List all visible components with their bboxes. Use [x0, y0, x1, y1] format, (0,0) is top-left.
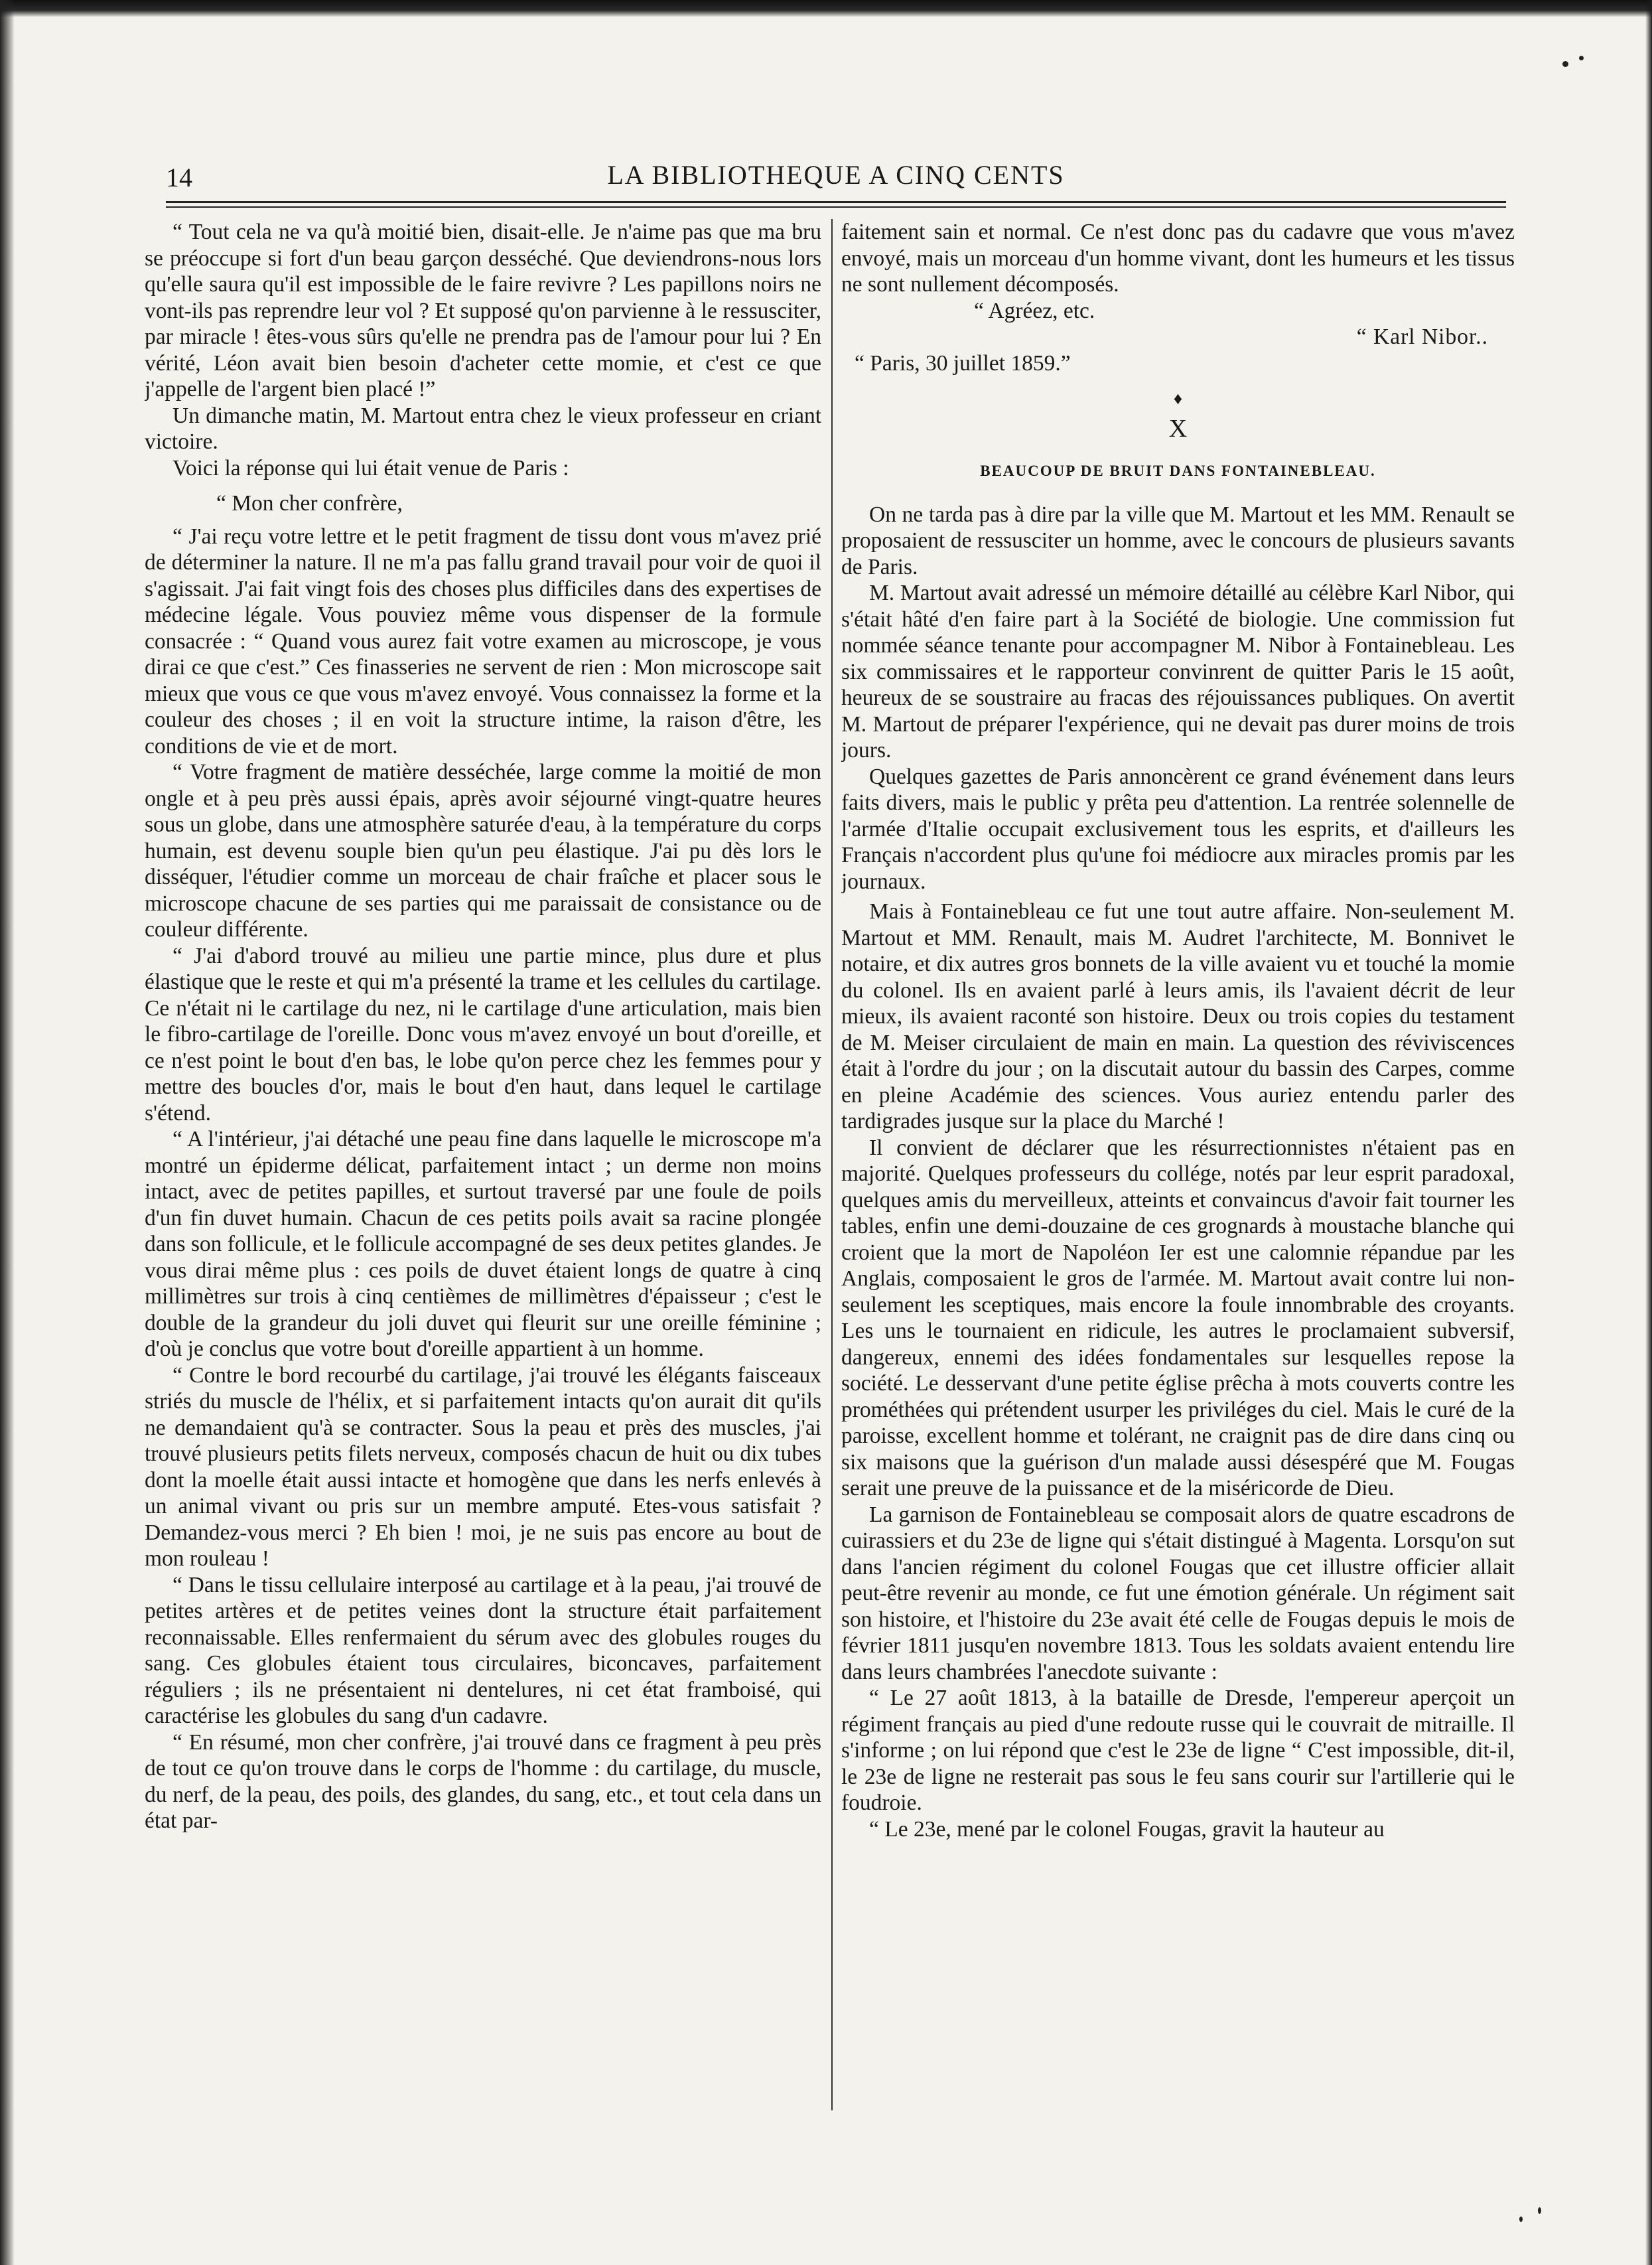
header-rule	[166, 206, 1506, 208]
letter-salutation: “ Mon cher confrère,	[216, 491, 403, 516]
left-column	[145, 219, 821, 2110]
chapter-title: BEAUCOUP DE BRUIT DANS FONTAINEBLEAU.	[980, 463, 1376, 479]
page-number: 14	[166, 163, 192, 192]
column-divider	[831, 219, 833, 2110]
paragraph: Mais à Fontainebleau ce fut une tout autre affaire. Non-seulement M. Martout et MM. Renault, mais M. Audret l'architecte, M. Bonnivet le notaire, et dix autres gros bonnets de la ville avaient vu et touché la momie du colonel. Ils en avaient parlé à leurs amis, ils l'avaient décrit de leur mieux, ils avaient raconté son histoire. Deux ou trois copies du testament de M. Meiser circulaient de main en main. La question des réviviscences était à l'ordre du jour ; on la discutait autour du bassin des Carpes, comme en pleine Académie des sciences. Vous auriez entendu parler des tardigrades jusque sur la place du Marché !	[841, 899, 1515, 1133]
paragraph: La garnison de Fontainebleau se composait alors de quatre escadrons de cuirassiers et du 23e de ligne qui s'était distingué à Magenta. Lorsqu'on sut dans l'ancien régiment du colonel Fougas que cet illustre officier allait peut-être revenir au monde, ce fut une émotion générale. Un régiment sait son histoire, et l'histoire du 23e avait été celle de Fougas depuis le mois de février 1811 jusqu'en novembre 1813. Tous les soldats avaient entendu lire dans leurs chambrées l'anecdote suivante :	[841, 1502, 1515, 1684]
scan-speck	[1538, 2207, 1541, 2214]
paragraph: “ Votre fragment de matière desséchée, large comme la moitié de mon ongle et à peu près aussi épais, après avoir séjourné vingt-quatre heures sous un globe, dans une atmosphère saturée d'eau, à la température du corps humain, est devenu souple bien qu'un peu élastique. J'ai pu dès lors le disséquer, l'étudier comme un morceau de chair fraîche et placer sous le microscope chacune de ses parties qui me paraissait de consistance ou de couleur différente.	[145, 760, 821, 942]
running-title: LA BIBLIOTHEQUE A CINQ CENTS	[607, 160, 1065, 190]
paragraph: On ne tarda pas à dire par la ville que M. Martout et les MM. Renault se proposaient de ressusciter un homme, avec le concours de plusieurs savants de Paris.	[841, 502, 1515, 579]
scan-speck	[1562, 61, 1568, 67]
chapter-number: X	[1168, 414, 1188, 443]
page-header	[166, 159, 1506, 199]
section-ornament: ♦	[1173, 389, 1183, 408]
scan-edge-top	[0, 0, 1652, 17]
paragraph: “ Contre le bord recourbé du cartilage, j'ai trouvé les élégants faisceaux striés du muscle de l'hélix, et si parfaitement intacts qu'on aurait dit qu'ils ne demandaient qu'à se contracter. Sous la peau et près des muscles, j'ai trouvé plusieurs petits filets nerveux, composés chacun de huit ou dix tubes dont la moelle était aussi intacte et homogène que dans les nerfs enlevés à un animal vivant ou pris sur un membre amputé. Etes-vous satisfait ? Demandez-vous merci ? Eh bien ! moi, je ne suis pas encore au bout de mon rouleau !	[145, 1362, 821, 1571]
paragraph: “ Dans le tissu cellulaire interposé au cartilage et à la peau, j'ai trouvé de petites artères et de petites veines dont la structure était parfaitement reconnaissable. Elles renfermaient du sérum avec des globules rouges du sang. Ces globules étaient tous circulaires, biconcaves, parfaitement réguliers ; ils ne présentaient ni dentelures, ni cet état framboisé, qui caractérise les globules du sang d'un cadavre.	[145, 1572, 821, 1728]
letter-continuation: faitement sain et normal. Ce n'est donc pas du cadavre que vous m'avez envoyé, mais un morceau d'un homme vivant, dont les humeurs et les tissus ne sont nullement décomposés.	[841, 220, 1515, 297]
right-column	[841, 219, 1515, 2110]
paragraph: “ Le 23e, mené par le colonel Fougas, gravit la hauteur au	[869, 1816, 1385, 1842]
scan-speck	[1519, 2217, 1523, 2222]
letter-signature: “ Karl Nibor..	[1356, 325, 1488, 349]
scan-speck	[1579, 56, 1584, 60]
paragraph: Il convient de déclarer que les résurrectionnistes n'étaient pas en majorité. Quelques professeurs du collége, notés par leur esprit paradoxal, quelques amis du merveilleux, atteints et convaincus d'avoir fait tourner les tables, enfin une demi-douzaine de ces grognards à moustache blanche qui croient que la mort de Napoléon Ier est une calomnie répandue par les Anglais, composaient le gros de l'armée. M. Martout avait contre lui non-seulement les sceptiques, mais encore la foule innombrable des croyants. Les uns le tournaient en ridicule, les autres le proclamaient subversif, dangereux, ennemi des idées fondamentales sur lesquelles repose la société. Le desservant d'une petite église prêcha à mots couverts contre les prométhées qui prétendent usurper les priviléges du ciel. Mais le curé de la paroisse, excellent homme et tolérant, ne craignit pas de dire dans cinq ou six maisons que la guérison d'un malade aussi désespéré que M. Fougas serait une preuve de la puissance et de la miséricorde de Dieu.	[841, 1135, 1515, 1500]
letter-signoff: “ Agréez, etc.	[974, 298, 1095, 323]
header-rule	[166, 201, 1506, 203]
scan-edge-left	[0, 0, 15, 2265]
letter-dateline: “ Paris, 30 juillet 1859.”	[855, 350, 1071, 376]
paragraph: “ J'ai d'abord trouvé au milieu une partie mince, plus dure et plus élastique que le reste et qui m'a présenté la trame et les cellules du cartilage. Ce n'était ni le cartilage du nez, ni le cartilage d'une articulation, mais bien le fibro-cartilage de l'oreille. Donc vous m'avez envoyé un bout d'oreille, et ce n'est point le bout d'en bas, le lobe qu'on perce chez les femmes pour y mettre des boucles d'or, mais le bout d'en haut, dans lequel le cartilage s'étend.	[145, 943, 821, 1126]
paragraph: “ Tout cela ne va qu'à moitié bien, disait-elle. Je n'aime pas que ma bru se préoccupe si fort d'un beau garçon desséché. Que deviendrons-nous lors qu'elle saura qu'il est impossible de le faire revivre ? Les papillons noirs ne vont-ils pas reprendre leur vol ? Et supposé qu'on parvienne à le ressusciter, par miracle ! êtes-vous sûrs qu'elle ne prendra pas de l'amour pour lui ? En vérité, Léon avait bien besoin d'acheter cette momie, et c'est ce que j'appelle de l'argent bien placé !”	[145, 220, 821, 402]
paragraph: Un dimanche matin, M. Martout entra chez le vieux professeur en criant victoire.	[145, 403, 821, 454]
paragraph: Voici la réponse qui lui était venue de Paris :	[172, 455, 569, 480]
paragraph: “ J'ai reçu votre lettre et le petit fragment de tissu dont vous m'avez prié de déterminer la nature. Il ne m'a pas fallu grand travail pour voir de quoi il s'agissait. J'ai fait vingt fois des choses plus difficiles dans des expertises de médecine légale. Vous pouviez même vous dispenser de la formule consacrée : “ Quand vous aurez fait votre examen au microscope, je vous dirai ce que c'est.” Ces finasseries ne servent de rien : Mon microscope sait mieux que vous ce que vous m'avez envoyé. Vous connaissez la forme et la couleur des choses ; il en voit la structure intime, la raison d'être, les conditions de vie et de mort.	[145, 524, 821, 759]
paragraph: “ A l'intérieur, j'ai détaché une peau fine dans laquelle le microscope m'a montré un épiderme délicat, parfaitement intact ; un derme non moins intact, avec de petites papilles, et surtout traversé par une foule de poils d'un fin duvet humain. Chacun de ces petits poils avait sa racine plongée dans son follicule, et le follicule accompagné de ses deux petites glandes. Je vous dirai même plus : ces poils de duvet étaient longs de quatre à cinq millimètres sur trois à cinq centièmes de millimètres d'épaisseur ; c'est le double de la grandeur du joli duvet qui fleurit sur une oreille féminine ; d'où je conclus que votre bout d'oreille appartient à un homme.	[145, 1127, 821, 1361]
paragraph: “ Le 27 août 1813, à la bataille de Dresde, l'empereur aperçoit un régiment français au pied d'une redoute russe qui le couvrait de mitraille. Il s'informe ; on lui répond que c'est le 23e de ligne “ C'est impossible, dit-il, le 23e de ligne ne resterait pas sous le feu sans courir sur l'artillerie qui le foudroie.	[841, 1686, 1515, 1815]
paragraph: Quelques gazettes de Paris annoncèrent ce grand événement dans leurs faits divers, mais le public y prêta peu d'attention. La rentrée solennelle de l'armée d'Italie occupait exclusivement tous les esprits, et d'ailleurs les Français n'accordent plus qu'une foi médiocre aux miracles promis par les journaux.	[841, 764, 1515, 894]
paragraph: M. Martout avait adressé un mémoire détaillé au célèbre Karl Nibor, qui s'était hâté d'en faire part à la Société de biologie. Une commission fut nommée séance tenante pour accompagner M. Nibor à Fontainebleau. Les six commissaires et le rapporteur convinrent de quitter Paris le 15 août, heureux de se soustraire au fracas des réjouissances publiques. On avertit M. Martout de préparer l'expérience, qui ne devait pas durer moins de trois jours.	[841, 581, 1515, 763]
scan-edge-right	[1645, 0, 1652, 2265]
paragraph: “ En résumé, mon cher confrère, j'ai trouvé dans ce fragment à peu près de tout ce qu'on trouve dans le corps de l'homme : du cartilage, du muscle, du nerf, de la peau, des poils, des glandes, du sang, etc., et tout cela dans un état par-	[145, 1729, 821, 1833]
